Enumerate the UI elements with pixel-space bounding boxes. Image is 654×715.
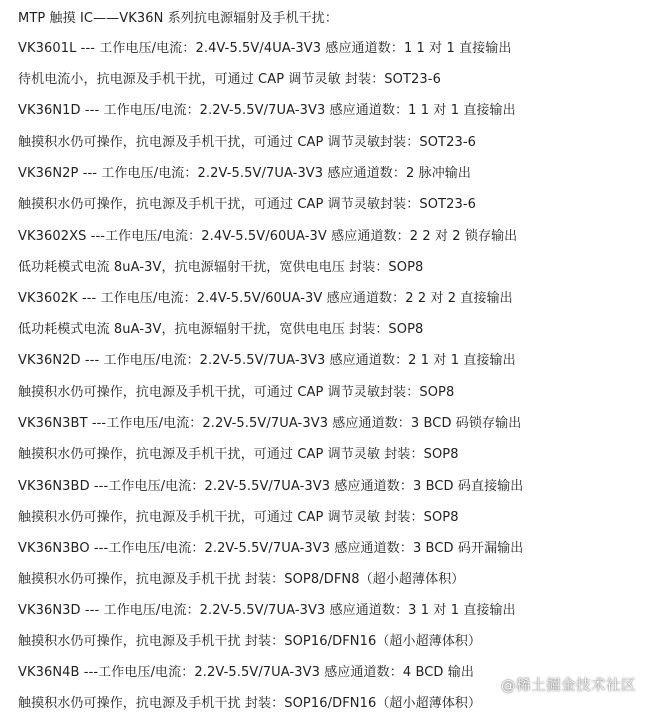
text-line: 触摸积水仍可操作，抗电源及手机干扰，可通过 CAP 调节灵敏 封装：SOP8 [18, 447, 459, 462]
text-line: VK36N1D --- 工作电压/电流：2.2V-5.5V/7UA-3V3 感应通道数：1 1 对 1 直接输出 [18, 103, 516, 118]
text-line: VK3601L --- 工作电压/电流：2.4V-5.5V/4UA-3V3 感应通道数：1 1 对 1 直接输出 [18, 41, 512, 56]
watermark-text: @稀土掘金技术社区 [501, 678, 636, 694]
text-line: 触摸积水仍可操作，抗电源及手机干扰 封装：SOP16/DFN16（超小超薄体积） [18, 634, 482, 649]
text-line: 触摸积水仍可操作，抗电源及手机干扰，可通过 CAP 调节灵敏封装：SOT23-6 [18, 197, 477, 212]
text-line: 待机电流小，抗电源及手机干扰，可通过 CAP 调节灵敏 封装：SOT23-6 [18, 72, 441, 87]
text-line: VK36N4B ---工作电压/电流：2.2V-5.5V/7UA-3V3 感应通道数：4 BCD 输出 [18, 665, 474, 680]
text-line: 低功耗模式电流 8uA-3V，抗电源辐射干扰，宽供电电压 封装：SOP8 [18, 322, 424, 337]
text-line: VK36N2P --- 工作电压/电流：2.2V-5.5V/7UA-3V3 感应通道数：2 脉冲输出 [18, 166, 472, 181]
text-line: VK36N3BD ---工作电压/电流：2.2V-5.5V/7UA-3V3 感应通道数：3 BCD 码直接输出 [18, 479, 524, 494]
text-line: VK3602K --- 工作电压/电流：2.4V-5.5V/60UA-3V 感应通道数：2 2 对 2 直接输出 [18, 291, 513, 306]
text-line: 触摸积水仍可操作，抗电源及手机干扰 封装：SOP8/DFN8（超小超薄体积） [18, 572, 465, 587]
document-title: MTP 触摸 IC——VK36N 系列抗电源辐射及手机干扰： [18, 11, 338, 26]
text-line: VK36N2D --- 工作电压/电流：2.2V-5.5V/7UA-3V3 感应通道数：2 1 对 1 直接输出 [18, 353, 516, 368]
text-line: VK36N3D --- 工作电压/电流：2.2V-5.5V/7UA-3V3 感应通道数：3 1 对 1 直接输出 [18, 603, 516, 618]
text-line: 触摸积水仍可操作，抗电源及手机干扰，可通过 CAP 调节灵敏封装：SOP8 [18, 385, 455, 400]
text-line: 触摸积水仍可操作，抗电源及手机干扰，可通过 CAP 调节灵敏封装：SOT23-6 [18, 135, 477, 150]
text-line: 触摸积水仍可操作，抗电源及手机干扰，可通过 CAP 调节灵敏 封装：SOP8 [18, 510, 459, 525]
text-line: VK36N3BO ---工作电压/电流：2.2V-5.5V/7UA-3V3 感应通道数：3 BCD 码开漏输出 [18, 541, 524, 556]
text-line: 低功耗模式电流 8uA-3V，抗电源辐射干扰，宽供电电压 封装：SOP8 [18, 260, 424, 275]
text-line: VK36N3BT ---工作电压/电流：2.2V-5.5V/7UA-3V3 感应通道数：3 BCD 码锁存输出 [18, 416, 522, 431]
text-line: VK3602XS ---工作电压/电流：2.4V-5.5V/60UA-3V 感应通道数：2 2 对 2 锁存输出 [18, 229, 518, 244]
text-line: 触摸积水仍可操作，抗电源及手机干扰 封装：SOP16/DFN16（超小超薄体积） [18, 696, 482, 711]
